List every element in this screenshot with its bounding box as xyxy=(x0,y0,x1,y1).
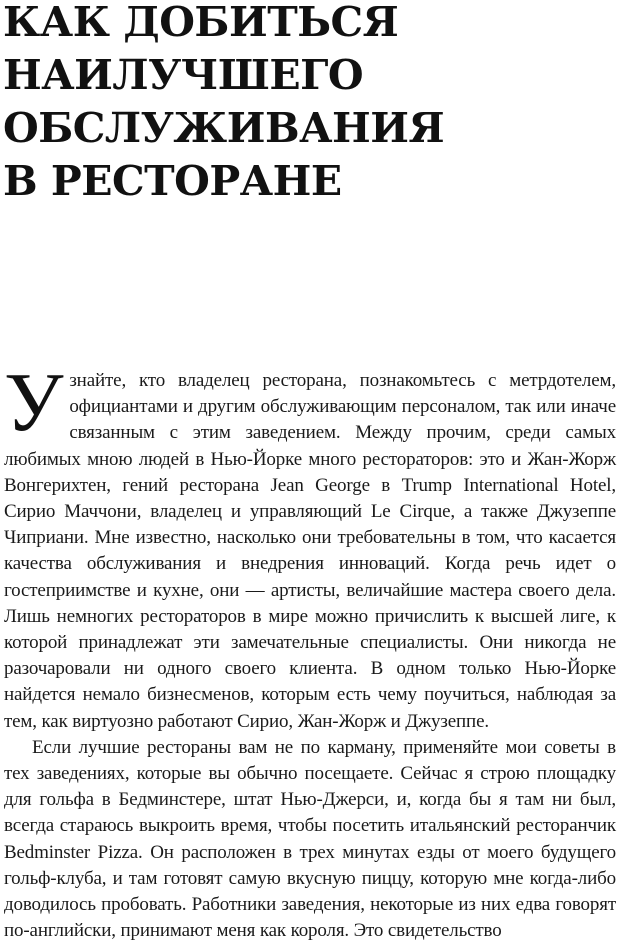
paragraph-1 xyxy=(4,356,616,735)
chapter-title xyxy=(3,0,603,208)
paragraph-2: Если лучшие рестораны вам не по карману, применяйте мои советы в тех заведениях, которые вы обычно посещаете. Сейчас я строю площадку для гольфа в Бедминстере, штат Нью-Джерси, и, когда бы я там ни был, всегда стараюсь выкроить время, чтобы посетить итальянский ресторанчик Bedminster Pizza. Он расположен в трех минутах езды от моего будущего гольф-клуба, и там готовят самую вкусную пиццу, которую мне когда-либо доводилось пробовать. Работники заведения, некоторые из них едва говорят по-английски, принимают меня как короля. Это свидетельство xyxy=(4,736,616,942)
chapter-title-line-2: НАИЛУЧШЕГО xyxy=(3,51,364,99)
chapter-title-line-1: КАК ДОБИТЬСЯ xyxy=(3,0,399,46)
chapter-title-line-3: ОБСЛУЖИВАНИЯ xyxy=(3,104,445,152)
paragraph-1-text: знайте, кто владелец ресторана, познакомьтесь с метрдотелем, официантами и другим обслуживающим персоналом, так или иначе связанным с этим заведением. Между прочим, среди самых любимых мною людей в Нью-Йорке много рестораторов: это и Жан-Жорж Вонгерихтен, гений ресторана Jean George в Trump International Hotel, Сирио Маччони, владелец и управляющий Le Cirque, а также Джузеппе Чиприани. Мне известно, насколько они требовательны в том, что касается качества обслуживания и внедрения инноваций. Когда речь идет о гостеприимстве и кухне, они — артисты, величайшие мастера своего дела. Лишь немногих рестораторов в мире можно причислить к высшей лиге, к которой принадлежат эти замечательные специалисты. Они никогда не разочаровали ни одного своего клиента. В одном только Нью-Йорке найдется немало бизнесменов, которым есть чему поучиться, наблюдая за тем, как виртуозно работают Сирио, Жан-Жорж и Джузеппе. xyxy=(4,370,616,732)
body-text xyxy=(4,356,616,944)
chapter-title-line-4: В РЕСТОРАНЕ xyxy=(3,157,342,205)
drop-cap: У xyxy=(4,356,64,449)
